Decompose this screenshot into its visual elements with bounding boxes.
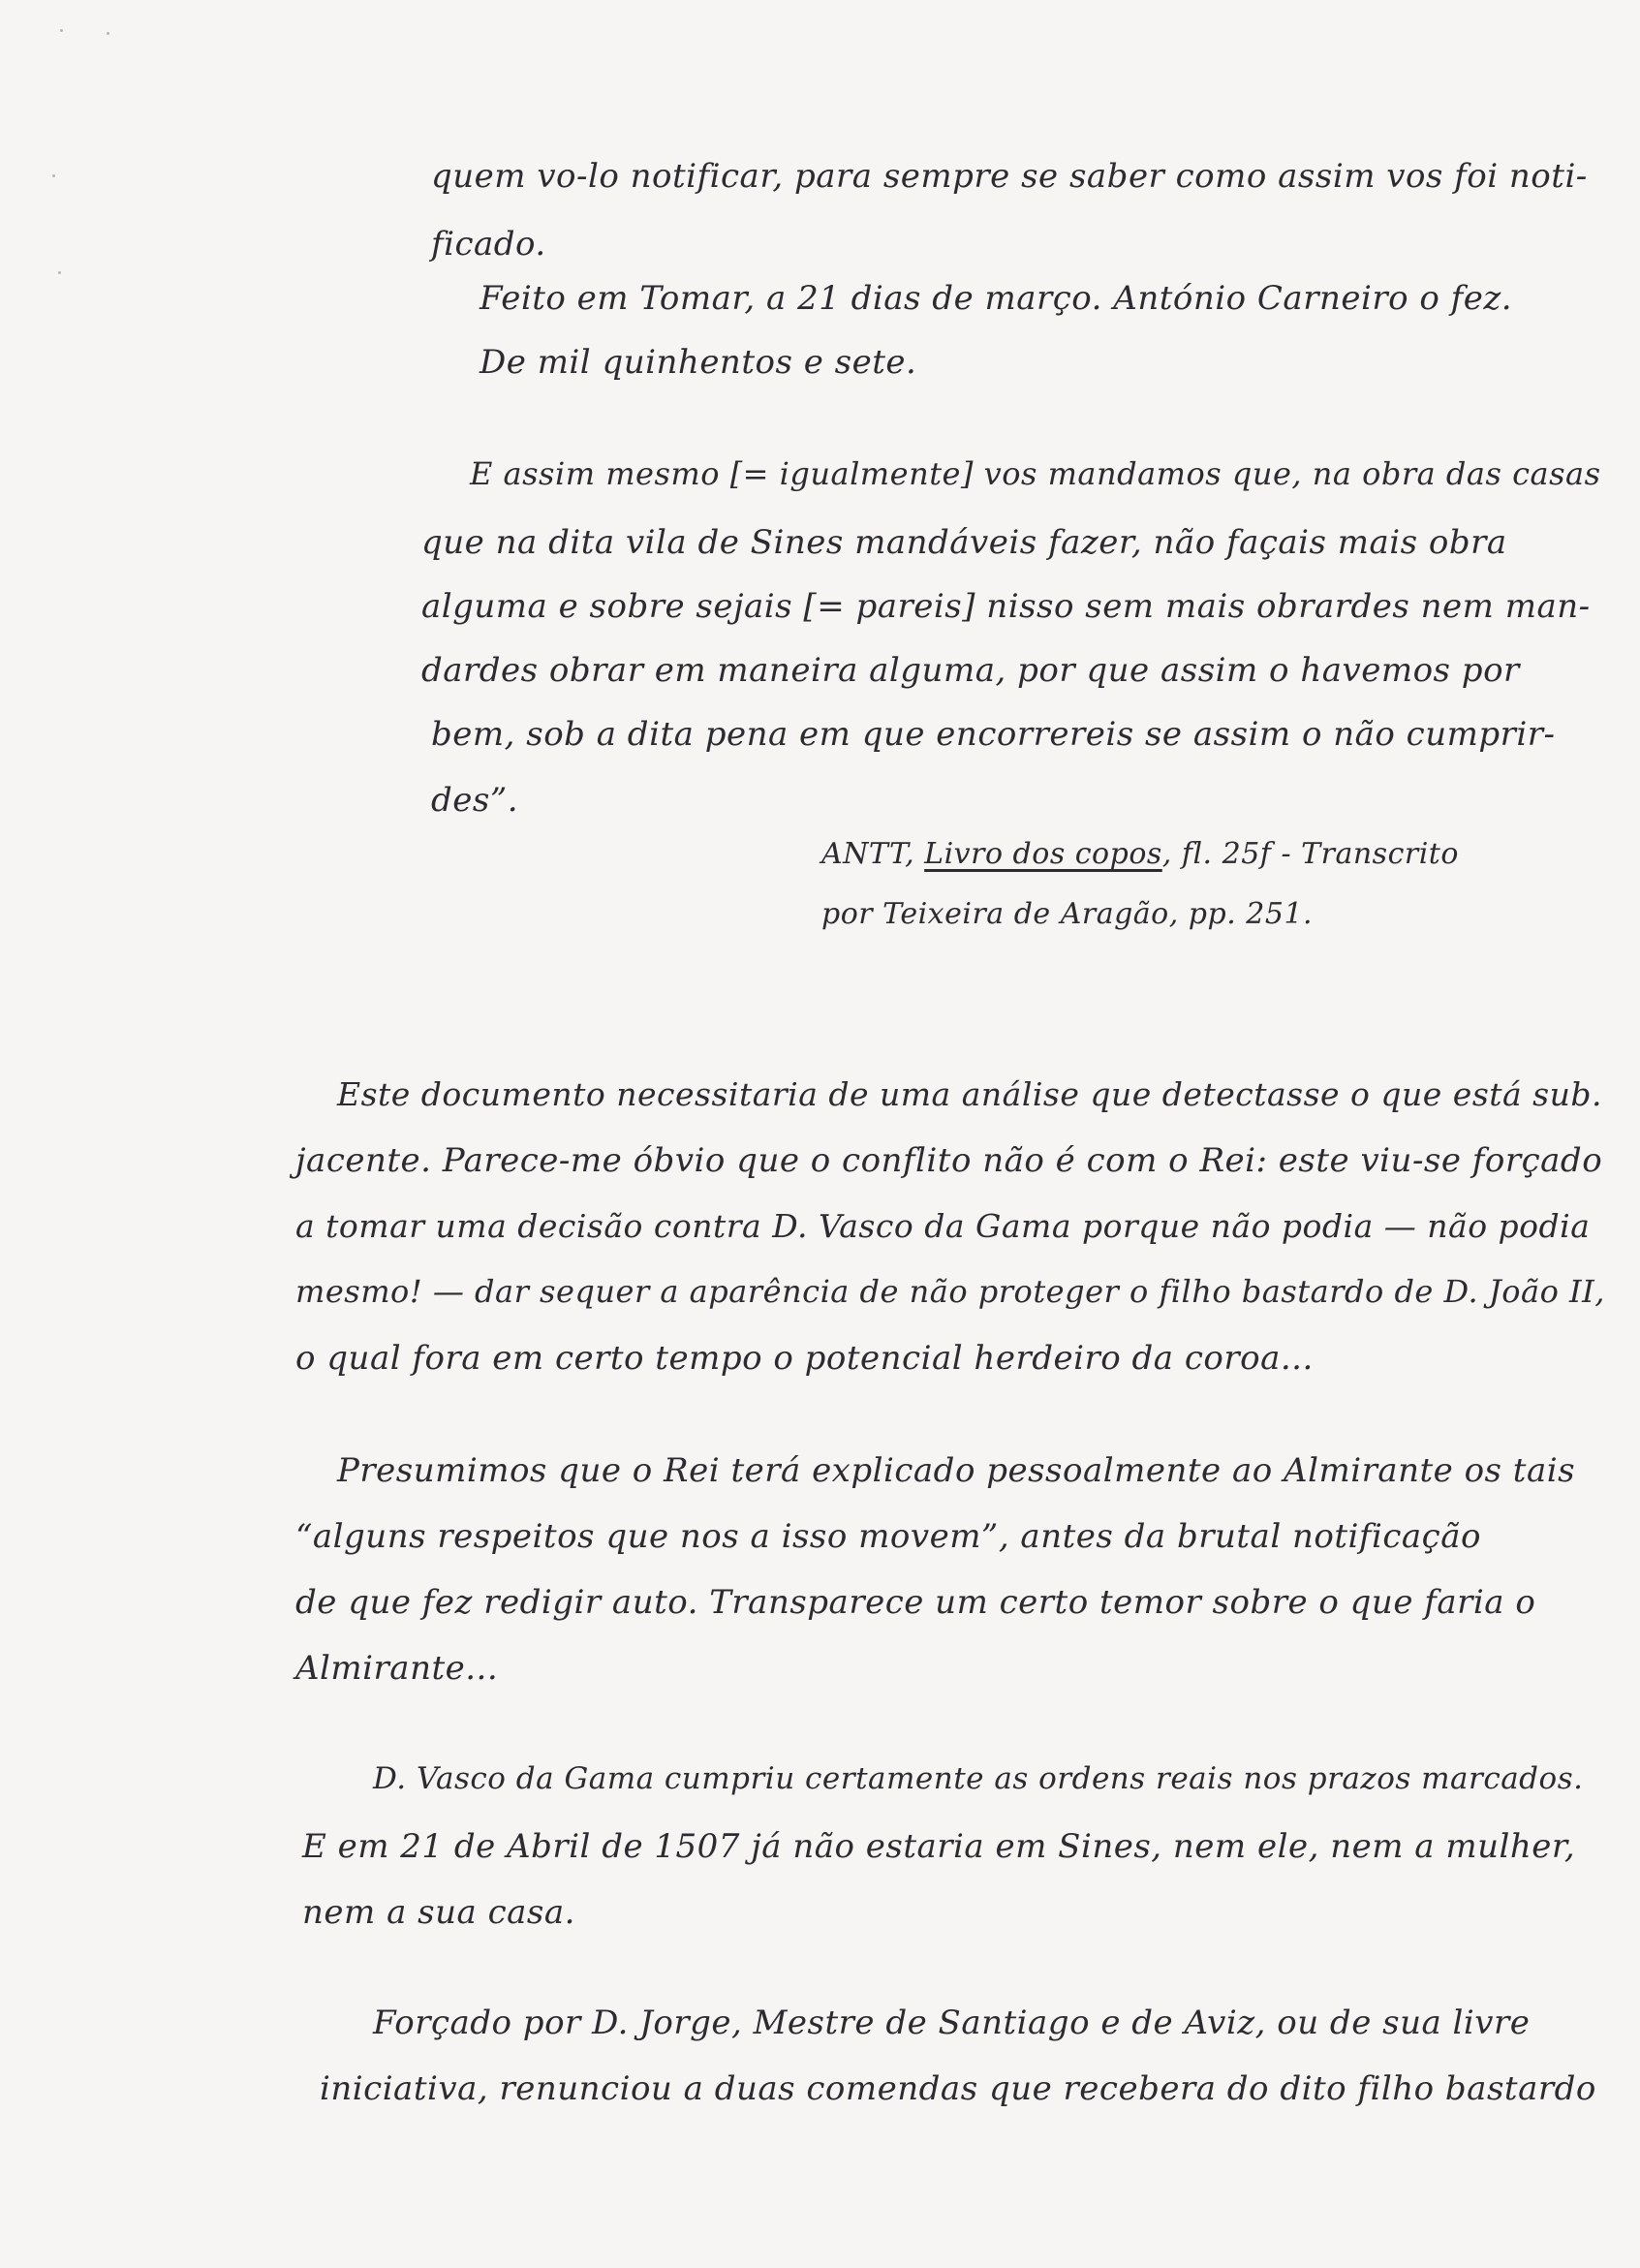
para1-line-1: Este documento necessitaria de uma análise que detectasse o que está sub.	[337, 1075, 1602, 1113]
paper-speck	[52, 174, 55, 177]
quote-line-8: dardes obrar em maneira alguma, por que assim o havemos por	[421, 651, 1520, 690]
source-prefix: ANTT,	[821, 837, 925, 871]
quote-line-6: que na dita vila de Sines mandáveis fazer, não façais mais obra	[421, 523, 1507, 562]
quote-line-2: ficado.	[431, 225, 546, 264]
quote-line-9: bem, sob a dita pena em que encorrereis se assim o não cumprir-	[431, 715, 1556, 754]
para1-line-3: a tomar uma decisão contra D. Vasco da Gama porque não podia — não podia	[295, 1207, 1591, 1245]
source-suffix: , fl. 25f - Transcrito	[1161, 837, 1459, 871]
para3-line-3: nem a sua casa.	[302, 1893, 575, 1932]
quote-line-10: des”.	[431, 781, 519, 820]
para2-line-4: Almirante...	[295, 1649, 499, 1688]
para2-line-3: de que fez redigir auto. Transparece um certo temor sobre o que faria o	[295, 1583, 1536, 1622]
paper-speck	[58, 271, 61, 274]
para1-line-4: mesmo! — dar sequer a aparência de não proteger o filho bastardo de D. João II,	[295, 1273, 1605, 1310]
para4-line-2: iniciativa, renunciou a duas comendas que recebera do dito filho bastardo	[320, 2069, 1596, 2108]
para2-line-2: “alguns respeitos que nos a isso movem”, antes da brutal notificação	[295, 1517, 1481, 1556]
para3-line-1: D. Vasco da Gama cumpriu certamente as ordens reais nos prazos marcados.	[373, 1761, 1584, 1796]
quote-line-3: Feito em Tomar, a 21 dias de março. António Carneiro o fez.	[480, 279, 1513, 318]
para4-line-1: Forçado por D. Jorge, Mestre de Santiago e de Aviz, ou de sua livre	[373, 2004, 1531, 2042]
para1-line-2: jacente. Parece-me óbvio que o conflito não é com o Rei: este viu-se forçado	[295, 1141, 1603, 1180]
quote-line-7: alguma e sobre sejais [= pareis] nisso sem mais obrardes nem man-	[421, 587, 1591, 626]
quote-line-5: E assim mesmo [= igualmente] vos mandamos que, na obra das casas	[470, 455, 1601, 492]
para2-line-1: Presumimos que o Rei terá explicado pessoalmente ao Almirante os tais	[337, 1451, 1576, 1490]
source-title: Livro dos copos	[924, 837, 1162, 871]
quote-line-4: De mil quinhentos e sete.	[480, 343, 917, 382]
quote-line-1: quem vo-lo notificar, para sempre se saber como assim vos foi noti-	[431, 157, 1588, 196]
paper-speck	[107, 32, 109, 35]
source-citation	[821, 837, 1459, 871]
source-citation-line-2: por Teixeira de Aragão, pp. 251.	[821, 897, 1314, 931]
para1-line-5: o qual fora em certo tempo o potencial herdeiro da coroa...	[295, 1339, 1314, 1378]
para3-line-2: E em 21 de Abril de 1507 já não estaria em Sines, nem ele, nem a mulher,	[302, 1827, 1576, 1866]
paper-speck	[60, 29, 63, 32]
